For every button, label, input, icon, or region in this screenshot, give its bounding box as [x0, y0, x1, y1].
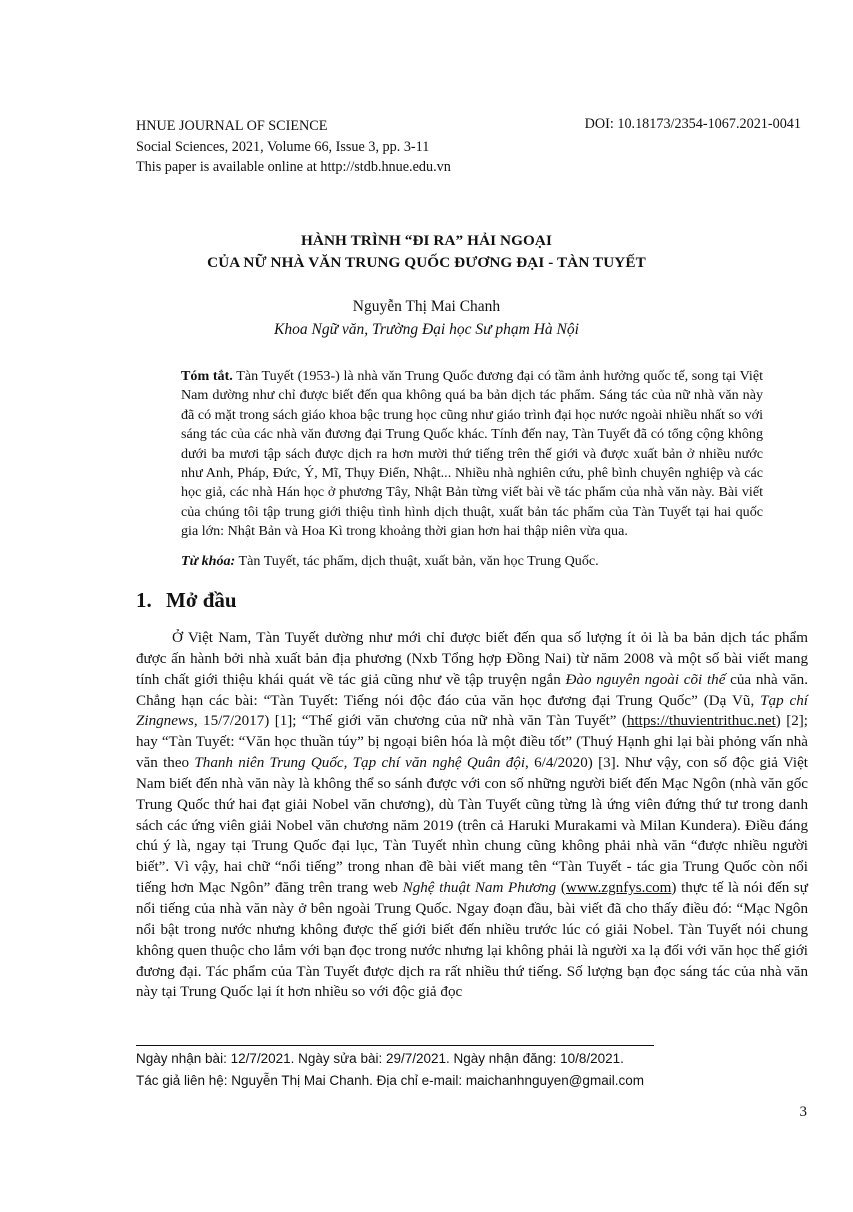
author-name: Nguyễn Thị Mai Chanh [352, 298, 501, 315]
section-heading [136, 588, 237, 613]
body-italic: Nghệ thuật Nam Phương [402, 880, 557, 897]
paper-title-line2: CỦA NỮ NHÀ VĂN TRUNG QUỐC ĐƯƠNG ĐẠI - TÀN TUYẾT [207, 254, 646, 271]
body-paragraph [136, 628, 808, 1003]
doi: DOI: 10.18173/2354-1067.2021-0041 [584, 116, 801, 132]
body-text: ) thực tế là nói đến sự nổi tiếng của nhà văn này ở bên ngoài Trung Quốc. Ngay đoạn đầu, bài viết đã cho thấy điều đó: “Mạc Ngôn nổi bật trong nước nhưng không được thế giới biết đến nhiều trước lúc có giải Nobel. Tàn Tuyết nói chung không quen thuộc cho lắm với bạn đọc trong nước nhưng lại không phải là người xa lạ đối với văn học thế giới đương đại. Tác phẩm của Tàn Tuyết được dịch ra rất nhiều thứ tiếng. Số lượng bạn đọc sáng tác của nhà văn này tại Trung Quốc lại ít hơn nhiều so với độc giả đọc [136, 880, 808, 1001]
keywords-text: Tàn Tuyết, tác phẩm, dịch thuật, xuất bản, văn học Trung Quốc. [235, 553, 599, 569]
body-text: ( [556, 880, 566, 897]
paper-title-line1: HÀNH TRÌNH “ĐI RA” HẢI NGOẠI [300, 232, 553, 249]
volume-info: Social Sciences, 2021, Volume 66, Issue 3, pp. 3-11 [136, 139, 430, 155]
body-italic: Tạp chí Zingnews [136, 692, 808, 730]
body-text: , 15/7/2017) [1]; “Thế giới văn chương của nữ nhà văn Tàn Tuyết” ( [193, 713, 627, 730]
footnote-contact: Tác giả liên hệ: Nguyễn Thị Mai Chanh. Địa chỉ e-mail: maichanhnguyen@gmail.com [136, 1073, 644, 1088]
online-info: This paper is available online at http://stdb.hnue.edu.vn [136, 159, 451, 175]
section-title: Mở đầu [166, 588, 237, 612]
affiliation: Khoa Ngữ văn, Trường Đại học Sư phạm Hà Nội [274, 321, 579, 338]
body-text: Ở Việt Nam, Tàn Tuyết dường như mới chỉ được biết đến qua số lượng ít ỏi là ba bản dịch tác phẩm được ấn hành bởi nhà xuất bản địa phương (Nxb Tổng hợp Đồng Nai) từ năm 2008 và một số bài viết mang tính chất giới thiệu khái quát về tác giả cũng như về tập truyện ngắn [136, 630, 808, 688]
abstract-text: Tàn Tuyết (1953-) là nhà văn Trung Quốc đương đại có tầm ảnh hưởng quốc tế, song tại Việt Nam dường như chỉ được biết đến qua không quá ba bản dịch tác phẩm. Sáng tác của nữ nhà văn này đã có mặt trong sách giáo khoa bậc trung học cũng như giáo trình đại học nước ngoài nhiều nhất so với sáng tác của các nhà văn đương đại Trung Quốc khác. Tính đến nay, Tàn Tuyết đã có tổng cộng không dưới ba mươi tập sách được dịch ra hơn mười thứ tiếng trên thế giới và được xuất bản ở nhiều nước như Anh, Pháp, Đức, Ý, Mĩ, Thụy Điển, Nhật... Nhiều nhà nghiên cứu, phê bình chuyên nghiệp và các học giả, các nhà Hán học ở phương Tây, Nhật Bản từng viết bài về tác phẩm của nhà văn này. Bài viết của chúng tôi tập trung giới thiệu tình hình dịch thuật, xuất bản tác phẩm của Tàn Tuyết tại hai quốc gia lớn: Nhật Bản và Hoa Kì trong khoảng thời gian hơn hai thập niên vừa qua. [181, 368, 763, 540]
abstract-label: Tóm tắt. [181, 368, 233, 384]
body-text: , 6/4/2020) [3]. Như vậy, con số độc giả Việt Nam biết đến nhà văn này là không thể so sánh được với con số những người biết đến Mạc Ngôn (nhà văn gốc Trung Quốc thứ hai đạt giải Nobel văn chương), dù Tàn Tuyết cũng từng là ứng viên đứng thứ tư trong danh sách các ứng viên giải Nobel văn chương năm 2019 (trên cả Haruki Murakami và Milan Kundera). Điều đáng chú ý là, ngay tại Trung Quốc đại lục, Tàn Tuyết nhìn chung cũng không phải nhà văn “được nhiều người biết”. Vì vậy, hai chữ “nổi tiếng” trong nhan đề bài viết mang tên “Tàn Tuyết - tác gia Trung Quốc còn nổi tiếng hơn Mạc Ngôn” đăng trên trang web [136, 755, 808, 897]
footnote-rule [136, 1045, 654, 1046]
footnote-dates: Ngày nhận bài: 12/7/2021. Ngày sửa bài: 29/7/2021. Ngày nhận đăng: 10/8/2021. [136, 1051, 624, 1066]
keywords [181, 552, 763, 571]
abstract [181, 367, 763, 542]
body-text: ) [2]; hay “Tàn Tuyết: “Văn học thuần túy” bị ngoại biên hóa là một điều tốt” (Thuý Hạnh ghi lại bài phỏng vấn nhà văn theo [136, 713, 808, 772]
body-link[interactable]: www.zgnfys.com [565, 880, 672, 897]
journal-name: HNUE JOURNAL OF SCIENCE [136, 118, 328, 134]
keywords-label: Từ khóa: [181, 553, 236, 569]
section-number: 1. [136, 588, 152, 612]
body-link[interactable]: https://thuvientrithuc.net [626, 713, 776, 730]
body-text: của nhà văn. Chẳng hạn các bài: “Tàn Tuyết: Tiếng nói độc đáo của văn học đương đại Trung Quốc” (Dạ Vũ, [136, 671, 808, 709]
body-italic: Đào nguyên ngoài cõi thế [565, 671, 726, 688]
page-number: 3 [799, 1104, 807, 1120]
body-italic: Thanh niên Trung Quốc, Tạp chí văn nghệ Quân đội [194, 755, 526, 772]
